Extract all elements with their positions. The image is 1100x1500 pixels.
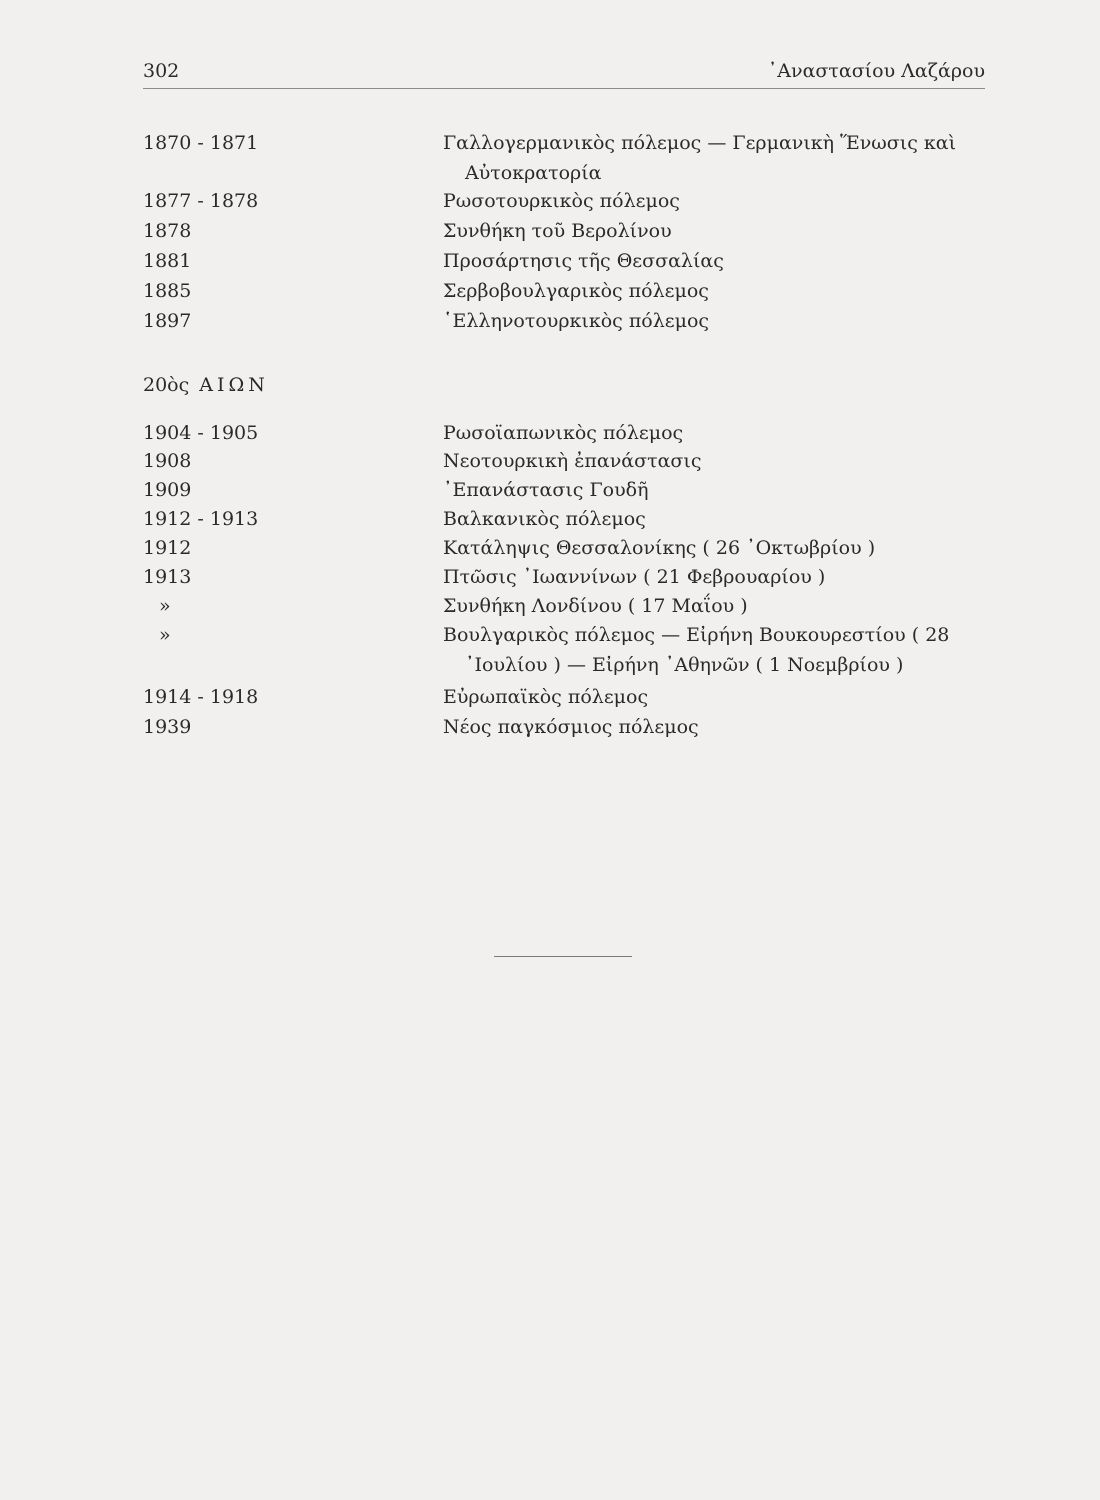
entry-date: 1904 - 1905 (143, 422, 259, 444)
entry-date: 1912 (143, 537, 192, 559)
entry-date: 1909 (143, 479, 192, 501)
section-title: ΑΙΩΝ (199, 374, 269, 396)
entry-event: Νέος παγκόσμιος πόλεμος (443, 716, 699, 738)
entry-event: Συνθήκη τοῦ Βερολίνου (443, 220, 672, 242)
entry-event-text: Γαλλογερμανικὸς πόλεμος — Γερμανικὴ Ἕνωσις καὶ (443, 132, 957, 154)
page-header (143, 58, 985, 89)
entry-event: Εὐρωπαϊκὸς πόλεμος (443, 686, 649, 708)
entry-date-ditto: » (159, 595, 171, 617)
entry-event (443, 128, 985, 188)
entry-date: 1878 (143, 220, 192, 242)
running-title: ᾿Αναστασίου Λαζάρου (767, 60, 985, 82)
entry-date-ditto: » (159, 624, 171, 646)
entry-date: 1914 - 1918 (143, 686, 259, 708)
entry-date: 1885 (143, 280, 192, 302)
entry-date: 1908 (143, 450, 192, 472)
page-number: 302 (143, 60, 180, 82)
section-prefix: 20ὸς (143, 374, 190, 396)
entry-event: Ρωσοϊαπωνικὸς πόλεμος (443, 422, 684, 444)
entry-date: 1870 - 1871 (143, 132, 259, 154)
entry-event: ᾿Επανάστασις Γουδῆ (443, 479, 649, 501)
entry-event: Νεοτουρκικὴ ἐπανάστασις (443, 450, 702, 472)
entry-event: Βαλκανικὸς πόλεμος (443, 508, 646, 530)
entry-event: Ρωσοτουρκικὸς πόλεμος (443, 190, 680, 212)
entry-date: 1939 (143, 716, 192, 738)
entry-event: Πτῶσις ᾿Ιωαννίνων ( 21 Φεβρουαρίου ) (443, 566, 826, 588)
entry-date: 1913 (143, 566, 192, 588)
entry-date: 1877 - 1878 (143, 190, 259, 212)
entry-event: Συνθήκη Λονδίνου ( 17 Μαΐου ) (443, 595, 748, 617)
entry-event-text: Βουλγαρικὸς πόλεμος — Εἰρήνη Βουκουρεστίου ( 28 (443, 624, 950, 646)
closing-divider (494, 956, 632, 957)
entry-event: Κατάληψις Θεσσαλονίκης ( 26 ᾿Οκτωβρίου ) (443, 537, 876, 559)
entry-date: 1897 (143, 310, 192, 332)
entry-event (443, 620, 985, 680)
entry-date: 1912 - 1913 (143, 508, 259, 530)
entry-event: Προσάρτησις τῆς Θεσσαλίας (443, 250, 724, 272)
entry-event: ῾Ελληνοτουρκικὸς πόλεμος (443, 310, 710, 332)
section-heading (143, 370, 269, 400)
entry-event-continuation: Αὐτοκρατορία (465, 162, 602, 184)
entry-event: Σερβοβουλγαρικὸς πόλεμος (443, 280, 709, 302)
entry-event-continuation: ᾿Ιουλίου ) — Εἰρήνη ᾿Αθηνῶν ( 1 Νοεμβρίου ) (465, 654, 904, 676)
entry-date: 1881 (143, 250, 192, 272)
